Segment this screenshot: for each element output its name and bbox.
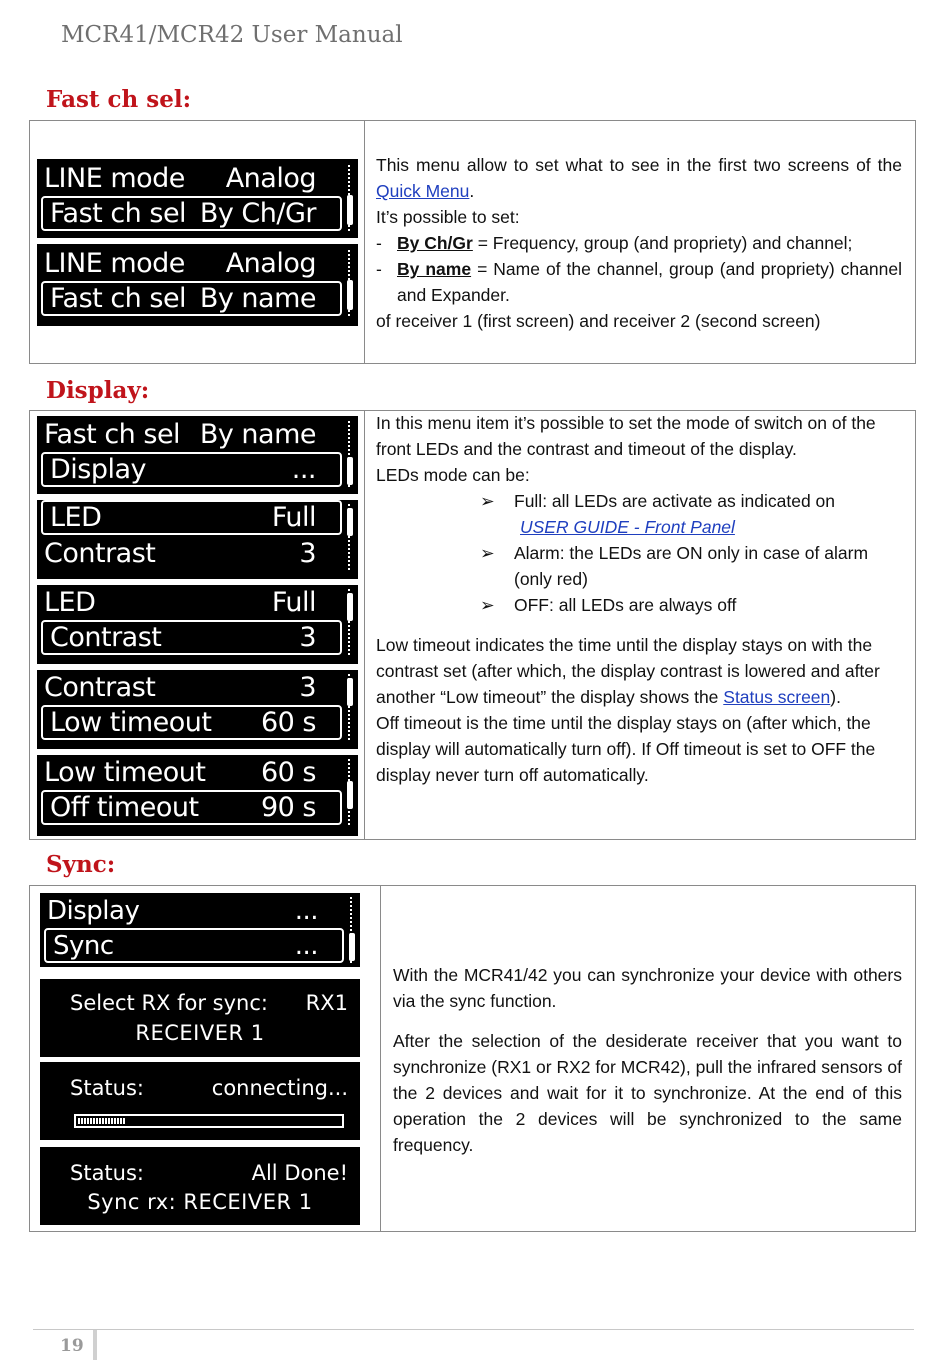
quick-menu-link[interactable]: Quick Menu [376, 181, 470, 201]
scrollbar [348, 421, 354, 487]
receiver-name: RECEIVER 1 [135, 1021, 265, 1045]
lcd-row: Contrast 3 [44, 672, 316, 703]
lcd-row: LINE mode Analog [44, 248, 316, 279]
arrow-bullet-icon: ➢ [480, 491, 495, 511]
sync-rx-line: Sync rx: RECEIVER 1 [87, 1190, 313, 1214]
lcd-screen-select-rx [40, 979, 360, 1057]
lcd-row: Contrast 3 [44, 538, 316, 569]
sync-description: With the MCR41/42 you can synchronize your device with others via the sync function. After the selection of the desiderate receiver that you want to synchronize (RX1 or RX2 for MCR42), pull the infrared sensors of the 2 devices and wait for it to synchronize. At the end of this operation the 2 devices will be synchronized to the same frequency. [393, 965, 902, 1155]
lcd-screen-status-done [40, 1147, 360, 1225]
lcd-row-selected: LED Full [41, 500, 342, 535]
lcd-row: LED Full [44, 587, 316, 618]
select-rx-line: Select RX for sync: RX1 [70, 991, 348, 1015]
fast-ch-sel-description: This menu allow to set what to see in the first two screens of the Quick Menu. It’s possible to set: - By Ch/Gr = Frequency, group (and propriety) and channel; - By name = Name of the channel, group (and propriety) channel and Expander. of receiver 1 (first screen) and receiver 2 (second screen) [376, 155, 902, 331]
lcd-row: Display ... [47, 895, 318, 926]
document-header: MCR41/MCR42 User Manual [61, 22, 403, 48]
scrollbar [348, 759, 354, 825]
lcd-row: Low timeout 60 s [44, 757, 316, 788]
lcd-row-selected: Off timeout 90 s [41, 790, 342, 825]
section-title-display: Display: [46, 377, 150, 404]
lcd-screens-display [37, 416, 358, 836]
scrollbar [348, 674, 354, 740]
sync-progress-bar [74, 1114, 344, 1128]
lcd-screen-fast-ch-gr [37, 159, 358, 326]
lcd-row: Fast ch sel By name [44, 419, 316, 450]
table-divider [364, 411, 365, 839]
lcd-row: LINE mode Analog [44, 163, 316, 194]
lcd-row-selected: Display ... [41, 452, 342, 487]
scrollbar [348, 504, 354, 570]
page-number-bar [93, 1330, 97, 1360]
status-line: Status: connecting... [70, 1076, 348, 1100]
lcd-row-selected: Low timeout 60 s [41, 705, 342, 740]
lcd-screen-sync-menu [40, 893, 360, 967]
display-description: In this menu item it’s possible to set the mode of switch on of the front LEDs and the contrast and timeout of the display. LEDs mode can be: ➢ Full: all LEDs are activate as indicated on USER GUIDE - Front Panel ➢ Alarm: the LEDs are ON only in case of alarm (only red) ➢ OFF: all LEDs are always off Low timeout indicates the time until the display stays on with the contrast set (after which, the display contrast is lowered and after another “Low timeout” the display shows the Status screen). Off timeout is the time until the display stays on (after which, the display will automatically turn off). If Off timeout is set to OFF the display never turn off automatically. [376, 413, 880, 785]
footer-divider [33, 1329, 914, 1330]
status-screen-link[interactable]: Status screen [723, 687, 831, 707]
lcd-row-selected: Fast ch sel By Ch/Gr [41, 196, 342, 231]
section-title-fast-ch-sel: Fast ch sel: [46, 86, 192, 113]
arrow-bullet-icon: ➢ [480, 595, 495, 615]
table-divider [364, 121, 365, 363]
scrollbar [348, 589, 354, 655]
lcd-screen-status-connecting [40, 1062, 360, 1140]
scrollbar [348, 250, 354, 316]
scrollbar [348, 165, 354, 231]
status-line: Status: All Done! [70, 1161, 348, 1185]
scrollbar [350, 897, 356, 963]
user-guide-front-panel-link[interactable]: USER GUIDE - Front Panel [520, 517, 735, 537]
lcd-row-selected: Fast ch sel By name [41, 281, 342, 316]
table-divider [380, 886, 381, 1231]
lcd-row-selected: Contrast 3 [41, 620, 342, 655]
section-title-sync: Sync: [46, 851, 116, 878]
lcd-row-selected: Sync ... [44, 928, 344, 963]
page-number: 19 [60, 1336, 84, 1356]
arrow-bullet-icon: ➢ [480, 543, 495, 563]
